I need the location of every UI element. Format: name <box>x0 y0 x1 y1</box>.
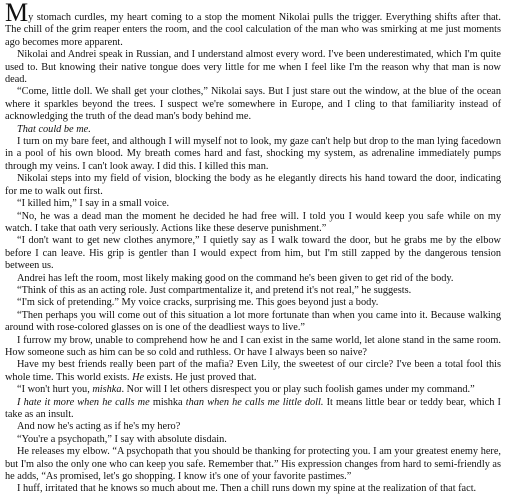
paragraph: “Then perhaps you will come out of this situation a lot more fortunate than when you came into it. Because walking around with rose-colored glasses on is one of the deadliest ways to live.” <box>5 309 501 334</box>
italic-text: He <box>132 371 145 383</box>
paragraph: “No, he was a dead man the moment he decided he had free will. I told you I would keep you safe while on my watch. I take that oath very seriously. Actions like these deserve punishment.” <box>5 210 501 234</box>
paragraph: “Think of this as an acting role. Just compartmentalize it, and pretend it's not real,” he suggests. <box>17 284 412 296</box>
paragraph-opening <box>5 0 501 49</box>
italic-text: mishka <box>92 384 122 396</box>
paragraph: Nikolai and Andrei speak in Russian, and I understand almost every word. I've been underestimated, which I'm quite used to. But knowing their native tongue does very little for me when I feel like I'm the reason why that man is now dead. <box>5 49 501 86</box>
paragraph-italic <box>5 124 501 136</box>
drop-cap: M <box>5 0 29 27</box>
paragraph-text: . Nor will I let others disrespect you or play such foolish games under my command.” <box>121 384 475 396</box>
paragraph-text: mishka <box>149 396 186 408</box>
paragraph <box>5 397 501 422</box>
paragraph-text: y stomach curdles, my heart coming to a stop the moment Nikolai pulls the trigger. Everything shifts after that. The chill of the grim reaper enters the room, and the cool calculation of the man who was smirking at me just moments ago becomes more apparent. <box>5 12 501 48</box>
paragraph-text: “I won't hurt you, <box>17 384 93 396</box>
paragraph: “I'm sick of pretending.” My voice cracks, surprising me. This goes beyond just a body. <box>17 297 379 309</box>
italic-text: I hate it more when he calls me <box>17 396 150 408</box>
paragraph <box>5 359 501 384</box>
paragraph: “I don't want to get new clothes anymore,” I quietly say as I walk toward the door, but he grabs me by the elbow before I can leave. His grip is gentler than I would expect from him, but I'm still zapped by the dangerous tension between us. <box>5 235 501 272</box>
paragraph: I turn on my bare feet, and although I will myself not to look, my gaze can't help but drop to the man lying facedown in a pool of his own blood. My breath comes hard and fast, shocking my system, as adrenaline immediately pumps through my veins. I can't look away. I did this. I killed this man. <box>5 136 501 172</box>
paragraph: “Come, little doll. We shall get your clothes,” Nikolai says. But I just stare out the window, at the blue of the ocean where it sparkles beyond the trees. I suspect we're somewhere in Europe, and I cling to that familiarity instead of acknowledging the truth of the dead man's body behind me. <box>5 86 501 123</box>
paragraph-text: Have my best friends really been part of the mafia? Even Lily, the sweetest of our circle? I've been a total fool this whole time. This world exists. <box>5 359 501 383</box>
paragraph: And now he's acting as if he's my hero? <box>17 421 181 433</box>
paragraph: I huff, irritated that he knows so much about me. Then a chill runs down my spine at the realization of that fact. <box>17 483 477 495</box>
paragraph: Nikolai steps into my field of vision, blocking the body as he elegantly directs his hand toward the door, indicating for me to walk out first. <box>5 173 501 197</box>
italic-text: That could be me. <box>17 123 91 135</box>
paragraph: “I killed him,” I say in a small voice. <box>17 198 170 210</box>
italic-text: than when he calls me little doll. <box>185 396 324 408</box>
paragraph-text: It means little bear or teddy bear, which I take as an insult. <box>5 396 501 420</box>
paragraph <box>5 384 501 396</box>
paragraph: “You're a psychopath,” I say with absolute disdain. <box>17 433 227 445</box>
paragraph: Andrei has left the room, most likely making good on the command he's been given to get rid of the body. <box>17 272 454 284</box>
paragraph: He releases my elbow. “A psychopath that you should be thanking for protecting you. I am your greatest enemy here, but I'm also the only one who can keep you safe. Remember that.” His expression changes from hard to semi-friendly as he adds, “As promised, let's go shopping. I know it's one of your favorite pastimes.” <box>5 446 501 483</box>
paragraph: I furrow my brow, unable to comprehend how he and I can exist in the same world, let alone stand in the same room. How someone such as him can be so cold and ruthless. Or have I always been so naive? <box>5 334 501 358</box>
paragraph-text: exists. He just proved that. <box>144 371 257 383</box>
